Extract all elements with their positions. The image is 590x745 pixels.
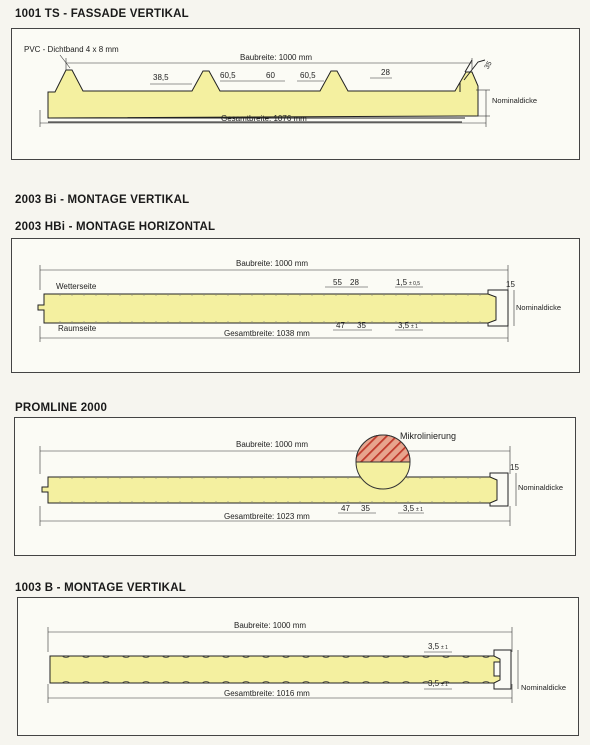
dim-60: 60	[266, 71, 275, 80]
section-1-nominaldicke: Nominaldicke	[492, 96, 538, 105]
dim-3-5-s4-bottom: 3,5	[428, 679, 440, 688]
dim-60-5-b: 60,5	[300, 71, 316, 80]
wetterseite-label: Wetterseite	[56, 282, 97, 291]
section-3-gesamtbreite: Gesamtbreite: 1023 mm	[224, 512, 310, 521]
raumseite-label: Raumseite	[58, 324, 97, 333]
dim-3-5-s3-tol: ± 1	[416, 507, 423, 513]
section-1-pvc-leader	[60, 55, 70, 68]
section-2-panel	[38, 290, 508, 326]
dim-3-5-s4-top-tol: ± 1	[441, 645, 448, 651]
section-3-baubreite: Baubreite: 1000 mm	[236, 440, 309, 449]
section-3-nominaldicke: Nominaldicke	[518, 483, 564, 492]
section-2-nominaldicke: Nominaldicke	[516, 303, 562, 312]
section-3-title: PROMLINE 2000	[15, 402, 108, 414]
dim-47-s3: 47	[341, 504, 350, 513]
dim-28-s2: 28	[350, 278, 359, 287]
section-2-baubreite: Baubreite: 1000 mm	[236, 259, 309, 268]
dim-35: 35	[483, 60, 494, 71]
dim-35-s3: 35	[361, 504, 370, 513]
dim-3-5-s3: 3,5	[403, 504, 415, 513]
dim-3-5-s4-bottom-tol: ± 1	[441, 682, 448, 688]
dim-3-5-s4-top: 3,5	[428, 642, 440, 651]
dim-3-5-s2-tol: ± 1	[411, 324, 418, 330]
dim-60-5-a: 60,5	[220, 71, 236, 80]
dim-15-s2: 15	[506, 280, 515, 289]
section-4-gesamtbreite: Gesamtbreite: 1016 mm	[224, 689, 310, 698]
pvc-label: PVC - Dichtband 4 x 8 mm	[24, 45, 119, 54]
dim-3-5-s2: 3,5	[398, 321, 410, 330]
mikrolinierung-detail	[356, 435, 410, 489]
section-1-panel	[48, 60, 485, 122]
dim-15-s3: 15	[510, 463, 519, 472]
section-1-title: 1001 TS - FASSADE VERTIKAL	[15, 8, 189, 20]
section-3-panel	[42, 473, 508, 506]
section-2-title: 2003 Bi - MONTAGE VERTIKAL	[15, 194, 190, 206]
section-2-title-horizontal: 2003 HBi - MONTAGE HORIZONTAL	[15, 221, 216, 233]
dim-47-s2: 47	[336, 321, 345, 330]
section-4-nominaldicke: Nominaldicke	[521, 683, 567, 692]
dim-35-s2: 35	[357, 321, 366, 330]
section-4-baubreite: Baubreite: 1000 mm	[234, 621, 307, 630]
section-2-gesamtbreite: Gesamtbreite: 1038 mm	[224, 329, 310, 338]
dim-1-5-tol: ± 0,5	[409, 281, 421, 287]
mikrolinierung-label: Mikrolinierung	[400, 431, 457, 441]
dim-1-5: 1,5	[396, 278, 408, 287]
dim-55: 55	[333, 278, 342, 287]
dim-38-5: 38,5	[153, 73, 169, 82]
section-4-title: 1003 B - MONTAGE VERTIKAL	[15, 582, 186, 594]
dim-28: 28	[381, 68, 390, 77]
section-1-baubreite: Baubreite: 1000 mm	[240, 53, 313, 62]
section-1-gesamtbreite: Gesamtbreite: 1076 mm	[221, 114, 307, 123]
